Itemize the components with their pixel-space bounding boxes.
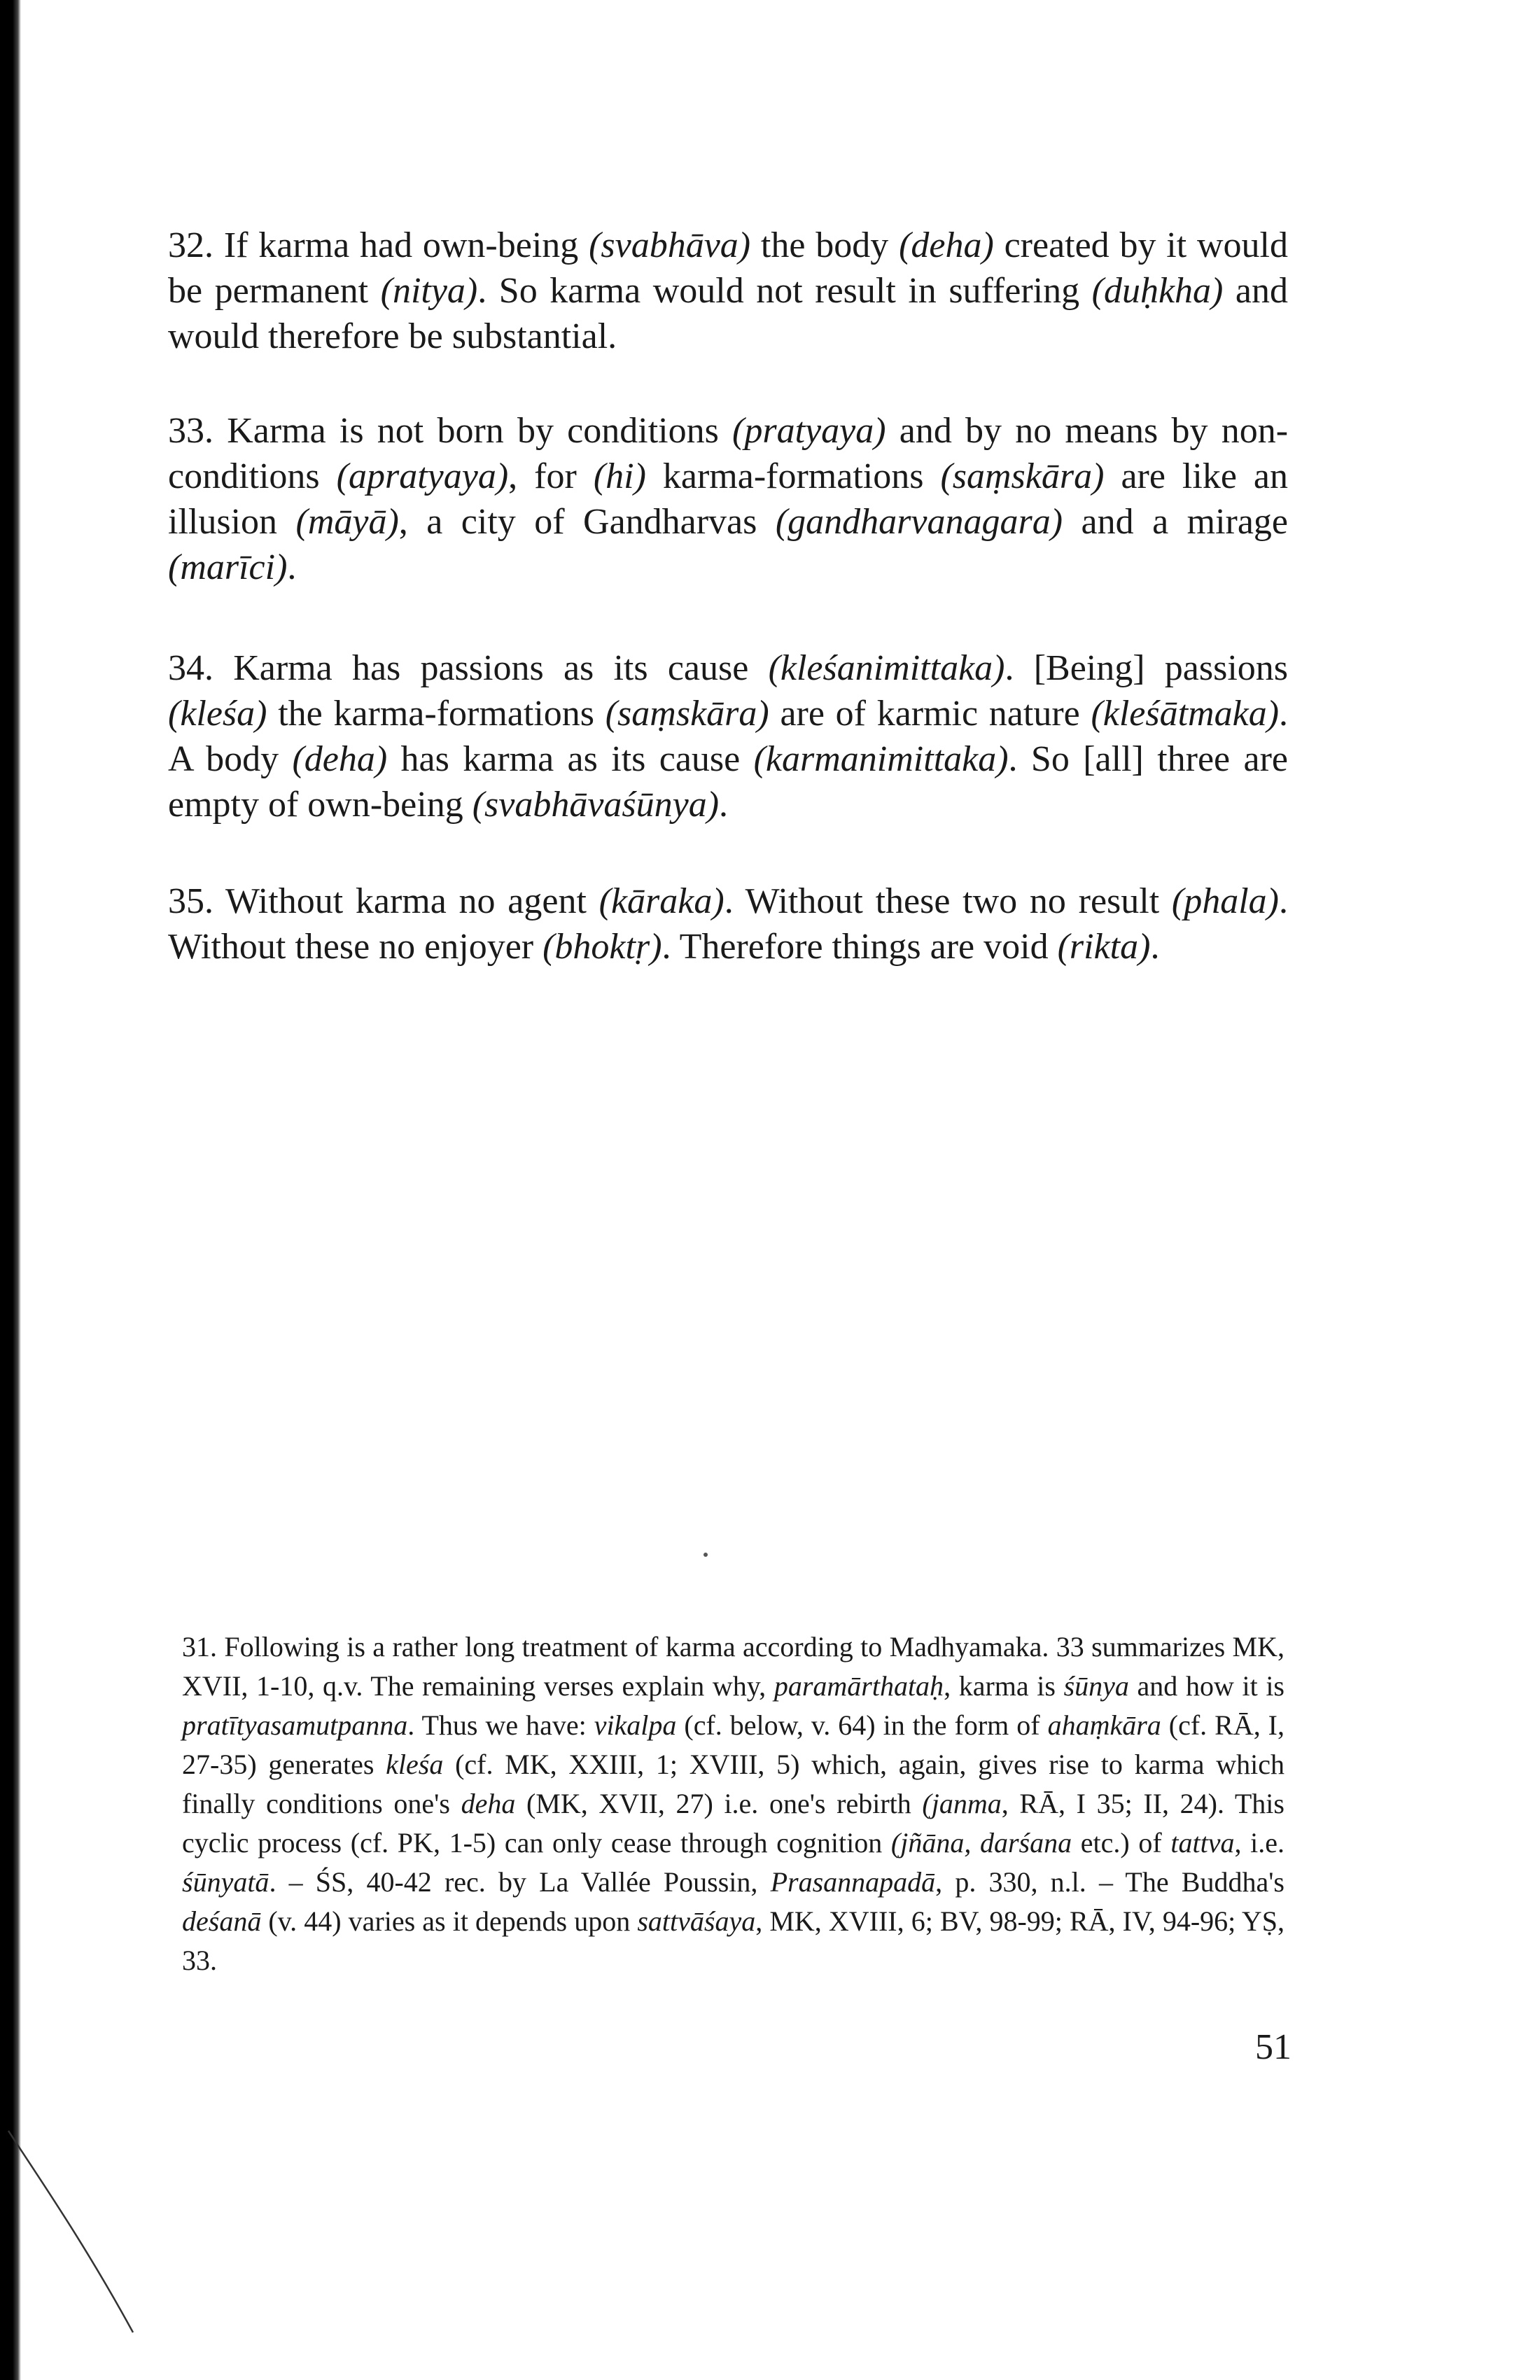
verse-0-text-2: the body (750, 225, 899, 265)
verse-2-term-11: (karmanimittaka) (753, 739, 1009, 779)
verse-2-text-4: the karma-formations (267, 694, 606, 734)
stray-pen-mark (6, 2128, 139, 2338)
verse-1-text-10: , a city of Gandharvas (398, 502, 776, 542)
footnote-text-18: etc.) of (1072, 1827, 1171, 1858)
footnote-term-3: śūnya (1063, 1670, 1129, 1702)
verse-2-text-12: . So [all] three are empty of own-being (168, 739, 1288, 825)
footnote-text-6: . Thus we have: (407, 1709, 594, 1741)
section-divider-dot (704, 1553, 708, 1557)
footnote-text-4: and how it is (1128, 1670, 1284, 1702)
footnote-text-24: , p. 330, n.l. – The Buddha's (935, 1866, 1284, 1898)
verse-2-term-5: (saṃskāra) (605, 694, 769, 734)
footnote-text-28: , MK, XVIII, 6; BV, 98-99; RĀ, IV, 94-96; YṢ, 33. (182, 1905, 1285, 1976)
footnote-31 (182, 1628, 1284, 1980)
book-spine-shadow (0, 0, 21, 2380)
verse-2-term-13: (svabhāvaśūnya) (472, 785, 720, 825)
verse-number: 34. (168, 648, 234, 688)
footnote-text-12: (cf. MK, XXIII, 1; XVIII, 5) which, again, gives rise to karma which finally conditions one's (182, 1749, 1285, 1819)
verse-2-text-6: are of karmic nature (769, 694, 1091, 734)
verse-1-text-8: are like an illusion (168, 456, 1288, 542)
footnote-text-2: , karma is (944, 1670, 1064, 1702)
footnote-term-25: deśanā (182, 1905, 262, 1937)
verse-3-term-3: (phala) (1171, 881, 1280, 921)
verse-1-term-1: (pratyaya) (732, 411, 886, 451)
footnote-text-26: (v. 44) varies as it depends upon (261, 1905, 638, 1937)
verse-1-term-9: (māyā) (295, 502, 399, 542)
verse-2-text-0: Karma has passions as its cause (233, 648, 769, 688)
verse-1-text-12: and a mirage (1063, 502, 1289, 542)
footnote-text-20: , i.e. (1234, 1827, 1284, 1858)
verse-2-term-3: (kleśa) (168, 694, 267, 734)
verse-number: 35. (168, 881, 225, 921)
verse-0-term-3: (deha) (899, 225, 994, 265)
verse-1-term-5: (hi) (593, 456, 646, 496)
verse-0-text-6: . So karma would not result in suffering (477, 271, 1092, 311)
verse-1-term-7: (saṃskāra) (940, 456, 1105, 496)
verse-2-text-10: has karma as its cause (387, 739, 754, 779)
verse-34 (168, 645, 1288, 827)
footnote-text-16: , RĀ, I 35; II, 24). This cyclic process (cf. PK, 1-5) can only cease through cognition (182, 1788, 1284, 1858)
footnote-text-22: . – ŚS, 40-42 rec. by La Vallée Poussin, (269, 1866, 771, 1898)
verse-3-text-0: Without karma no agent (225, 881, 599, 921)
verse-0-term-5: (nitya) (380, 271, 478, 311)
verse-3-term-5: (bhoktṛ) (542, 927, 662, 967)
verse-1-term-13: (marīci) (168, 547, 288, 587)
verse-1-text-4: , for (508, 456, 594, 496)
verse-1-term-3: (apratyaya) (336, 456, 509, 496)
verse-1-term-11: (gandharvanagara) (775, 502, 1063, 542)
verse-3-term-7: (rikta) (1057, 927, 1151, 967)
footnote-term-21: śūnyatā (182, 1866, 270, 1898)
verse-3-text-8: . (1150, 927, 1160, 967)
verse-3-term-1: (kāraka) (598, 881, 724, 921)
footnote-term-11: kleśa (386, 1749, 444, 1780)
verse-2-term-1: (kleśanimittaka) (768, 648, 1005, 688)
footnote-text-8: (cf. below, v. 64) in the form of (676, 1709, 1048, 1741)
verse-2-text-8: . A body (168, 694, 1289, 779)
footnote-term-1: paramārthataḥ (774, 1670, 944, 1702)
verse-2-term-9: (deha) (292, 739, 388, 779)
verse-0-term-1: (svabhāva) (589, 225, 751, 265)
footnote-text-14: (MK, XVII, 27) i.e. one's rebirth (515, 1788, 923, 1819)
verse-2-text-14: . (719, 785, 729, 825)
footnote-term-9: ahaṃkāra (1047, 1709, 1161, 1741)
footnote-text-10: (cf. RĀ, I, 27-35) generates (182, 1709, 1284, 1780)
footnote-term-23: Prasannapadā (770, 1866, 936, 1898)
verse-35 (168, 878, 1288, 969)
footnote-text-0: 31. Following is a rather long treatment of karma according to Madhyamaka. 33 summarizes MK, XVII, 1-10, q.v. The remaining verses explain why, (182, 1631, 1284, 1702)
verse-number: 32. (168, 225, 224, 265)
verse-0-term-7: (duḥkha) (1091, 271, 1224, 311)
verse-number: 33. (168, 411, 227, 451)
verse-1-text-2: and by no means by non-conditions (168, 411, 1289, 496)
footnote-term-13: deha (461, 1788, 516, 1819)
footnote-term-19: tattva (1170, 1827, 1235, 1858)
footnote-term-17: (jñāna, darśana (890, 1827, 1072, 1858)
footnote-term-27: sattvāśaya (637, 1905, 756, 1937)
verse-0-text-0: If karma had own-being (223, 225, 589, 265)
verse-1-text-6: karma-formations (645, 456, 941, 496)
verse-2-term-7: (kleśātmaka) (1091, 694, 1280, 734)
footnote-term-7: vikalpa (594, 1709, 677, 1741)
verse-2-text-2: . [Being] passions (1004, 648, 1289, 688)
verse-32 (168, 223, 1288, 359)
footnote-term-15: (janma (922, 1788, 1002, 1819)
verse-3-text-4: . Without these no enjoyer (168, 881, 1289, 967)
verse-33 (168, 408, 1288, 590)
verse-0-text-4: created by it would be permanent (168, 225, 1288, 311)
verse-1-text-14: . (287, 547, 297, 587)
verse-3-text-2: . Without these two no result (724, 881, 1172, 921)
verse-1-text-0: Karma is not born by conditions (227, 411, 733, 451)
page-number: 51 (1255, 2027, 1292, 2067)
verse-3-text-6: . Therefore things are void (662, 927, 1058, 967)
footnote-term-5: pratītyasamutpanna (182, 1709, 408, 1741)
verse-0-text-8: and would therefore be substantial. (168, 271, 1288, 356)
